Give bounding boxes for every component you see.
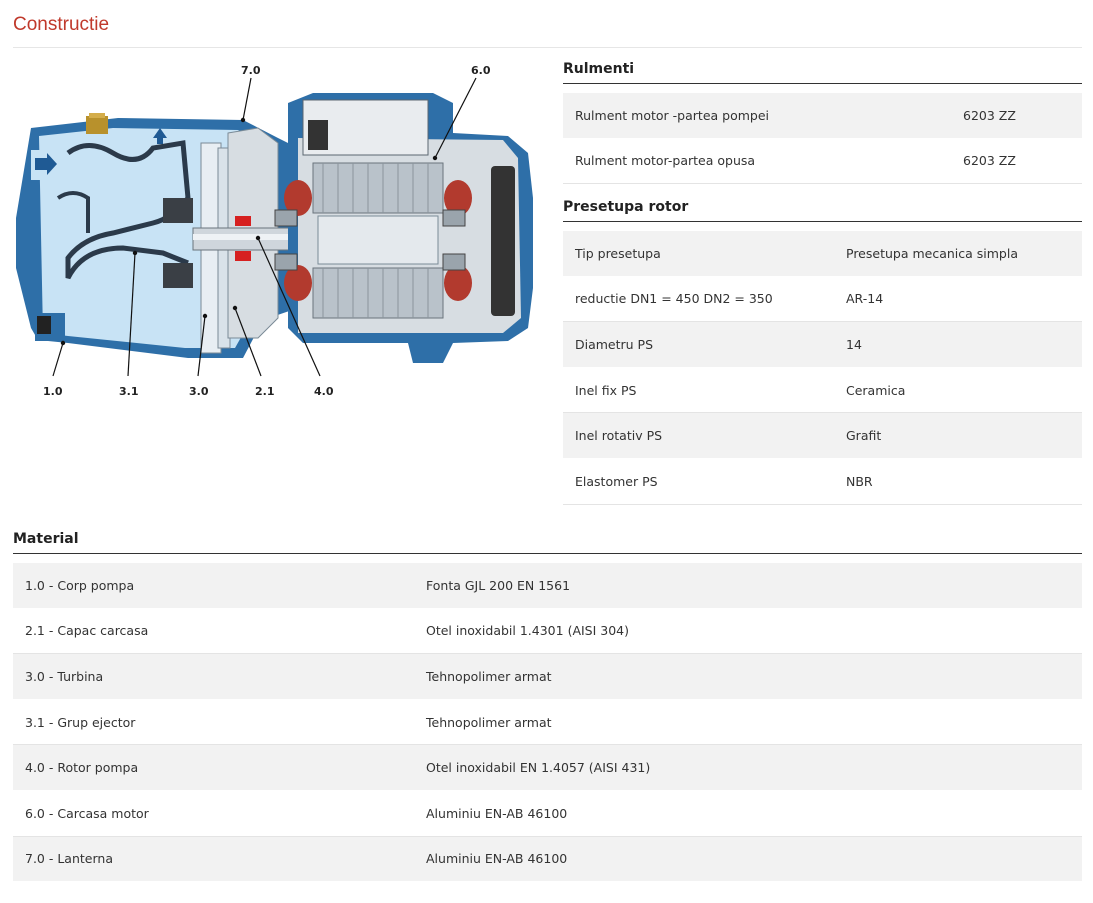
material-label: 3.1 - Grup ejector (13, 699, 414, 745)
rulmenti-rule (563, 83, 1082, 84)
material-rule (13, 553, 1082, 554)
presetupa-label: reductie DN1 = 450 DN2 = 350 (563, 276, 834, 322)
presetupa-value: 14 (834, 322, 1082, 368)
material-table (13, 563, 1082, 882)
table-row (13, 790, 1082, 836)
table-row (563, 93, 1082, 138)
presetupa-value: AR-14 (834, 276, 1082, 322)
presetupa-value: Presetupa mecanica simpla (834, 231, 1082, 276)
material-label: 3.0 - Turbina (13, 654, 414, 700)
rulmenti-table (563, 93, 1082, 184)
table-row (13, 608, 1082, 654)
material-label: 7.0 - Lanterna (13, 836, 414, 882)
rulmenti-label: Rulment motor-partea opusa (563, 138, 951, 184)
title-divider (13, 47, 1082, 48)
table-row (563, 458, 1082, 504)
presetupa-label: Inel rotativ PS (563, 413, 834, 459)
callout-6-0: 6.0 (471, 64, 491, 77)
table-row (563, 231, 1082, 276)
presetupa-label: Inel fix PS (563, 367, 834, 413)
rulmenti-heading: Rulmenti (563, 61, 635, 77)
table-row (13, 563, 1082, 608)
material-value: Fonta GJL 200 EN 1561 (414, 563, 1082, 608)
material-value: Otel inoxidabil EN 1.4057 (AISI 431) (414, 745, 1082, 791)
material-value: Otel inoxidabil 1.4301 (AISI 304) (414, 608, 1082, 654)
material-label: 4.0 - Rotor pompa (13, 745, 414, 791)
presetupa-label: Tip presetupa (563, 231, 834, 276)
material-value: Aluminiu EN-AB 46100 (414, 790, 1082, 836)
presetupa-value: Grafit (834, 413, 1082, 459)
material-value: Aluminiu EN-AB 46100 (414, 836, 1082, 882)
presetupa-label: Diametru PS (563, 322, 834, 368)
rulmenti-label: Rulment motor -partea pompei (563, 93, 951, 138)
callout-3-1: 3.1 (119, 385, 139, 398)
table-row (13, 836, 1082, 882)
table-row (563, 322, 1082, 368)
rulmenti-value: 6203 ZZ (951, 93, 1082, 138)
material-label: 2.1 - Capac carcasa (13, 608, 414, 654)
callout-4-0: 4.0 (314, 385, 334, 398)
presetupa-value: NBR (834, 458, 1082, 504)
table-row (13, 699, 1082, 745)
rulmenti-value: 6203 ZZ (951, 138, 1082, 184)
table-row (13, 745, 1082, 791)
presetupa-rule (563, 221, 1082, 222)
presetupa-label: Elastomer PS (563, 458, 834, 504)
callout-2-1: 2.1 (255, 385, 275, 398)
table-row (563, 413, 1082, 459)
table-row (563, 138, 1082, 184)
material-label: 1.0 - Corp pompa (13, 563, 414, 608)
pump-cross-section-diagram (13, 58, 538, 403)
material-label: 6.0 - Carcasa motor (13, 790, 414, 836)
table-row (563, 367, 1082, 413)
callout-7-0: 7.0 (241, 64, 261, 77)
material-heading: Material (13, 531, 79, 547)
callout-3-0: 3.0 (189, 385, 209, 398)
presetupa-heading: Presetupa rotor (563, 199, 689, 215)
material-value: Tehnopolimer armat (414, 699, 1082, 745)
table-row (563, 276, 1082, 322)
table-row (13, 654, 1082, 700)
presetupa-value: Ceramica (834, 367, 1082, 413)
page-title: Constructie (13, 14, 110, 35)
material-value: Tehnopolimer armat (414, 654, 1082, 700)
callout-1-0: 1.0 (43, 385, 63, 398)
presetupa-table (563, 231, 1082, 505)
